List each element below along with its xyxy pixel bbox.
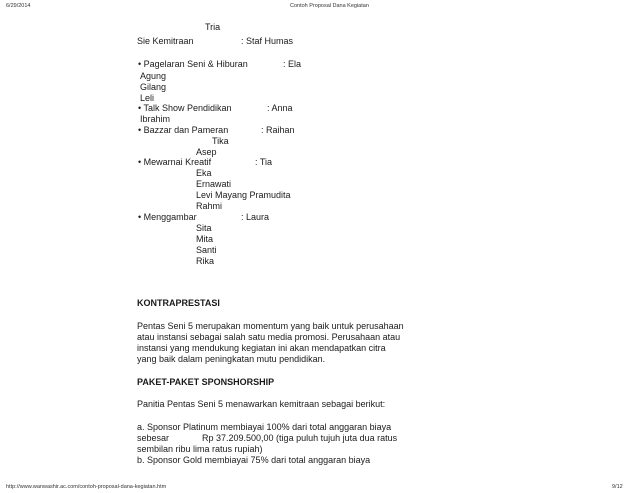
line-ibrahim: Ibrahim xyxy=(140,114,171,124)
kontraprestasi-line-2: atau instansi sebagai salah satu media promosi. Perusahaan atau xyxy=(137,332,401,342)
line-agung: Agung xyxy=(140,71,167,81)
header-date: 6/29/2014 xyxy=(6,3,31,9)
pagelaran-value: : Ela xyxy=(283,59,302,69)
menggambar-value: : Laura xyxy=(241,212,270,222)
kontraprestasi-line-3: instansi yang mendukung kegiatan ini akan mendapatkan citra xyxy=(137,343,386,353)
line-ernawati: Ernawati xyxy=(196,179,232,189)
line-levi: Levi Mayang Pramudita xyxy=(196,190,291,200)
sponsor-gold-line-1: b. Sponsor Gold membiayai 75% dari total anggaran biaya xyxy=(137,455,371,465)
footer-url[interactable]: http://www.wanwashir.ac.com/contoh-proposal-dana-kegiatan.htm xyxy=(6,484,167,490)
mewarnai-label: • Mewarnai Kreatif xyxy=(138,157,212,167)
line-asep: Asep xyxy=(196,147,217,157)
paket-intro: Panitia Pentas Seni 5 menawarkan kemitraan sebagai berikut: xyxy=(137,399,386,409)
footer-page-number: 9/12 xyxy=(612,484,623,490)
sponsor-platinum-line-1: a. Sponsor Platinum membiayai 100% dari total anggaran biaya xyxy=(137,422,392,432)
talkshow-label: • Talk Show Pendidikan xyxy=(138,103,232,113)
mewarnai-value: : Tia xyxy=(255,157,273,167)
kontraprestasi-line-1: Pentas Seni 5 merupakan momentum yang baik untuk perusahaan xyxy=(137,321,404,331)
line-tria: Tria xyxy=(205,22,221,32)
line-sita: Sita xyxy=(196,223,212,233)
heading-paket-sponsorship: PAKET-PAKET SPONSHORSHIP xyxy=(137,377,275,387)
line-mita: Mita xyxy=(196,234,214,244)
line-gilang: Gilang xyxy=(140,82,167,92)
menggambar-label: • Menggambar xyxy=(138,212,197,222)
line-leli: Leli xyxy=(140,93,155,103)
talkshow-value: : Anna xyxy=(267,103,293,113)
bazzar-value: : Raihan xyxy=(261,125,295,135)
page-footer xyxy=(0,481,638,493)
line-rahmi: Rahmi xyxy=(196,201,223,211)
sponsor-platinum-line-3: sembilan ribu lima ratus rupiah) xyxy=(137,444,263,454)
bazzar-label: • Bazzar dan Pameran xyxy=(138,125,229,135)
page-header xyxy=(0,0,638,12)
sponsor-platinum-amount: Rp 37.209.500,00 (tiga puluh tujuh juta dua ratus xyxy=(202,433,398,443)
kontraprestasi-line-4: yang baik dalam peningkatan mutu pendidikan. xyxy=(137,354,326,364)
pagelaran-label: • Pagelaran Seni & Hiburan xyxy=(138,59,248,69)
line-santi: Santi xyxy=(196,245,217,255)
line-eka: Eka xyxy=(196,168,212,178)
heading-kontraprestasi: KONTRAPRESTASI xyxy=(137,298,220,308)
header-title: Contoh Proposal Dana Kegiatan xyxy=(290,3,369,9)
sie-kemitraan-value: : Staf Humas xyxy=(241,36,294,46)
line-tika: Tika xyxy=(212,136,229,146)
sie-kemitraan-label: Sie Kemitraan xyxy=(137,36,194,46)
sponsor-platinum-label-sebesar: sebesar xyxy=(137,433,170,443)
line-rika: Rika xyxy=(196,256,215,266)
